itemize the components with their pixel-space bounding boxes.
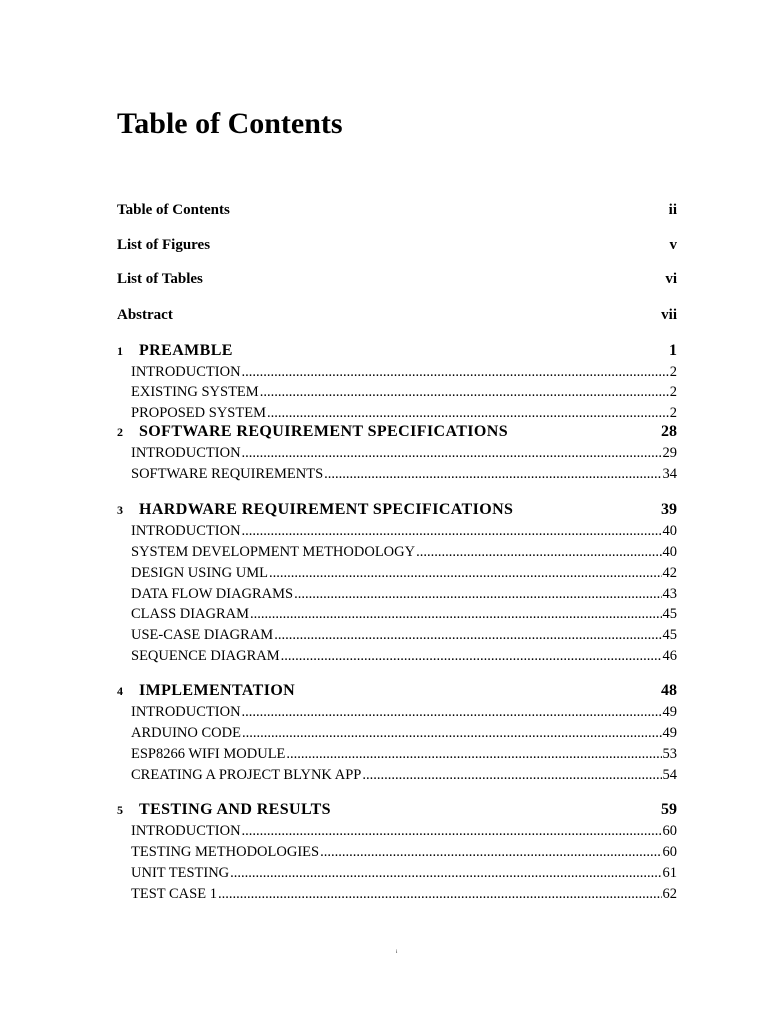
toc-front-page: vii — [661, 307, 677, 323]
toc-entry-title: DATA FLOW DIAGRAMS — [131, 586, 294, 602]
toc-entry-page: 2 — [669, 364, 677, 380]
toc-entry[interactable] — [131, 884, 677, 904]
toc-entry-page: 45 — [662, 606, 677, 622]
toc-entry[interactable] — [131, 863, 677, 883]
toc-entry-title: INTRODUCTION — [131, 704, 241, 720]
chapter-title: IMPLEMENTATION — [139, 682, 296, 699]
chapter-number: 2 — [117, 425, 123, 439]
toc-entry-page: 62 — [662, 886, 677, 902]
chapter-number: 1 — [117, 344, 123, 358]
toc-entry[interactable] — [131, 765, 677, 785]
toc-entry[interactable] — [131, 821, 677, 841]
toc-entry-page: 53 — [662, 746, 677, 762]
toc-entry-title: DESIGN USING UML — [131, 565, 268, 581]
toc-entry-title: TESTING METHODOLOGIES — [131, 844, 320, 860]
toc-entry-title: INTRODUCTION — [131, 445, 241, 461]
dot-leader — [274, 625, 661, 645]
toc-entry[interactable] — [131, 702, 677, 722]
toc-entry-page: 49 — [662, 725, 677, 741]
toc-entry-title: ESP8266 WIFI MODULE — [131, 746, 286, 762]
toc-entry[interactable] — [131, 403, 677, 423]
dot-leader — [242, 723, 662, 743]
toc-entry-page: 46 — [662, 648, 677, 664]
chapter-page: 59 — [661, 801, 677, 818]
toc-front-title: Abstract — [117, 307, 173, 323]
dot-leader — [324, 464, 661, 484]
dot-leader — [250, 604, 661, 624]
chapter-page: 1 — [669, 342, 677, 359]
toc-entry[interactable] — [131, 842, 677, 862]
toc-entry-title: ARDUINO CODE — [131, 725, 241, 741]
toc-entry-title: TEST CASE 1 — [131, 886, 217, 902]
chapter-page: 48 — [661, 682, 677, 699]
toc-front-row[interactable] — [117, 269, 677, 289]
toc-entry[interactable] — [131, 362, 677, 382]
toc-entry[interactable] — [131, 542, 677, 562]
toc-entry-title: PROPOSED SYSTEM — [131, 405, 266, 421]
dot-leader — [260, 382, 669, 402]
dot-leader — [362, 765, 661, 785]
toc-entry-title: EXISTING SYSTEM — [131, 384, 259, 400]
dot-leader — [218, 884, 662, 904]
toc-entry-title: CLASS DIAGRAM — [131, 606, 250, 622]
toc-entry-page: 2 — [669, 384, 677, 400]
toc-entry-title: SEQUENCE DIAGRAM — [131, 648, 280, 664]
dot-leader — [242, 521, 662, 541]
toc-entry-page: 29 — [662, 445, 677, 461]
toc-entry-page: 49 — [662, 704, 677, 720]
toc-entry[interactable] — [131, 521, 677, 541]
toc-entry-title: INTRODUCTION — [131, 823, 241, 839]
dot-leader — [267, 403, 669, 423]
toc-front-title: List of Tables — [117, 271, 203, 287]
dot-leader — [269, 563, 662, 583]
toc-front-page: vi — [665, 271, 677, 287]
dot-leader — [416, 542, 661, 562]
toc-front-row[interactable] — [117, 305, 677, 325]
toc-entry[interactable] — [131, 563, 677, 583]
chapter-title: SOFTWARE REQUIREMENT SPECIFICATIONS — [139, 423, 509, 440]
chapter-page: 39 — [661, 501, 677, 518]
toc-entry-title: INTRODUCTION — [131, 364, 241, 380]
toc-entry-title: INTRODUCTION — [131, 523, 241, 539]
toc-front-page: v — [669, 237, 677, 253]
chapter-title: HARDWARE REQUIREMENT SPECIFICATIONS — [139, 501, 514, 518]
page-title: Table of Contents — [117, 107, 343, 140]
toc-entry[interactable] — [131, 443, 677, 463]
toc-entry[interactable] — [131, 723, 677, 743]
toc-entry-page: 45 — [662, 627, 677, 643]
toc-chapter-heading[interactable] — [117, 499, 677, 521]
toc-chapter-heading[interactable] — [117, 799, 677, 821]
chapter-number: 4 — [117, 684, 123, 698]
toc-entry-title: USE-CASE DIAGRAM — [131, 627, 274, 643]
toc-entry[interactable] — [131, 625, 677, 645]
dot-leader — [286, 744, 661, 764]
toc-entry-title: SOFTWARE REQUIREMENTS — [131, 466, 324, 482]
toc-entry-page: 60 — [662, 844, 677, 860]
toc-entry[interactable] — [131, 604, 677, 624]
dot-leader — [242, 821, 662, 841]
dot-leader — [294, 584, 661, 604]
toc-entry-page: 61 — [662, 865, 677, 881]
toc-front-row[interactable] — [117, 235, 677, 255]
toc-entry[interactable] — [131, 646, 677, 666]
toc-front-title: List of Figures — [117, 237, 211, 253]
toc-entry-title: CREATING A PROJECT BLYNK APP — [131, 767, 362, 783]
dot-leader — [320, 842, 661, 862]
chapter-title: TESTING AND RESULTS — [139, 801, 331, 818]
dot-leader — [242, 443, 662, 463]
toc-entry-page: 43 — [662, 586, 677, 602]
dot-leader — [242, 702, 662, 722]
toc-chapter-heading[interactable] — [117, 421, 677, 443]
toc-entry-page: 40 — [662, 523, 677, 539]
toc-entry[interactable] — [131, 584, 677, 604]
toc-entry-page: 2 — [669, 405, 677, 421]
toc-entry-page: 54 — [662, 767, 677, 783]
toc-entry-page: 34 — [662, 466, 677, 482]
toc-entry-title: UNIT TESTING — [131, 865, 230, 881]
dot-leader — [230, 863, 661, 883]
toc-entry-page: 60 — [662, 823, 677, 839]
toc-entry-title: SYSTEM DEVELOPMENT METHODOLOGY — [131, 544, 416, 560]
toc-entry-page: 40 — [662, 544, 677, 560]
toc-front-page: ii — [668, 202, 677, 218]
chapter-page: 28 — [661, 423, 677, 440]
chapter-title: PREAMBLE — [139, 342, 233, 359]
toc-front-row[interactable] — [117, 200, 677, 220]
toc-entry[interactable] — [131, 464, 677, 484]
toc-chapter-heading[interactable] — [117, 680, 677, 702]
toc-chapter-heading[interactable] — [117, 340, 677, 362]
chapter-number: 5 — [117, 803, 123, 817]
toc-entry-page: 42 — [662, 565, 677, 581]
dot-leader — [242, 362, 669, 382]
toc-front-title: Table of Contents — [117, 202, 230, 218]
toc-entry[interactable] — [131, 382, 677, 402]
chapter-number: 3 — [117, 503, 123, 517]
page-number: i — [396, 950, 398, 955]
toc-entry[interactable] — [131, 744, 677, 764]
dot-leader — [281, 646, 662, 666]
